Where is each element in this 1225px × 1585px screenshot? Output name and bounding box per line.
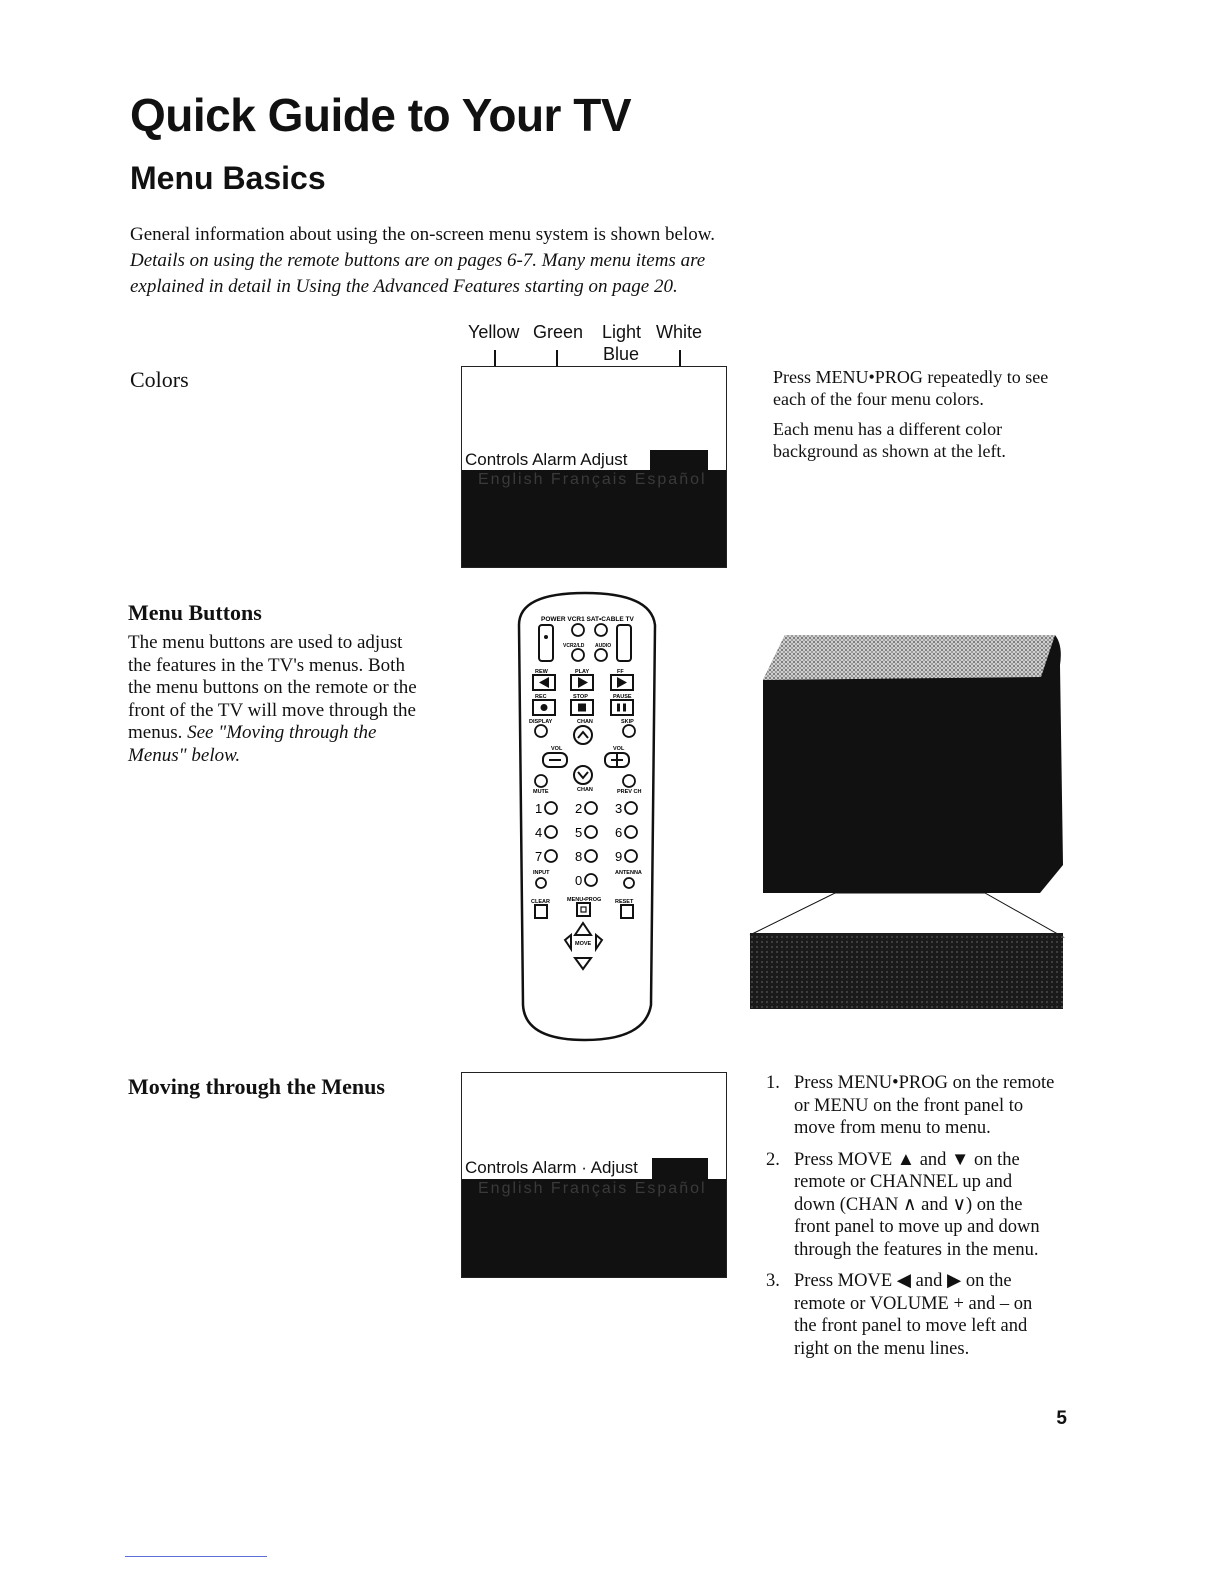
intro-plain: General information about using the on-screen menu system is shown below.	[130, 224, 716, 245]
colors-heading: Colors	[130, 367, 189, 392]
step-3: 3. Press MOVE ◀ and ▶ on the remote or VOLUME + and – on the front panel to move left and right on the menu lines.	[766, 1271, 1033, 1359]
menu-bar-highlight	[650, 450, 708, 470]
skip-label: SKIP	[621, 719, 634, 725]
page-number: 5	[1056, 1408, 1067, 1429]
moving-heading: Moving through the Menus	[128, 1074, 385, 1099]
chan-up-label: CHAN	[577, 719, 593, 725]
clear-label: CLEAR	[531, 899, 550, 905]
steps-list	[766, 1072, 1056, 1369]
digit-7: 7	[535, 849, 543, 864]
digit-2: 2	[575, 801, 583, 816]
input-label: INPUT	[533, 870, 550, 876]
digit-6: 6	[615, 825, 623, 840]
prevch-label: PREV CH	[617, 789, 642, 795]
digit-1: 1	[535, 801, 543, 816]
move-label: MOVE	[575, 941, 592, 947]
color-label-blue: Blue	[603, 344, 640, 364]
vol-label-left: VOL	[551, 746, 563, 752]
footer-underline	[125, 1556, 267, 1557]
color-label-white: White	[656, 322, 703, 342]
tv-top	[763, 635, 1055, 680]
remote-control-illustration	[505, 585, 675, 1055]
colors-note-1: Press MENU•PROG repeatedly to see each of the four menu colors.	[773, 367, 1049, 409]
color-label-yellow: Yellow	[468, 322, 520, 342]
page-title: Quick Guide to Your TV	[130, 89, 632, 141]
digit-3: 3	[615, 801, 623, 816]
step-2-text: Press MOVE ▲ and ▼ on the remote or CHANNEL up and down (CHAN ∧ and ∨) on the front panel to move up and down through the features in the menu.	[794, 1149, 1040, 1260]
menu-buttons-heading: Menu Buttons	[128, 600, 262, 625]
digit-0: 0	[575, 873, 583, 888]
digit-5: 5	[575, 825, 583, 840]
display-label: DISPLAY	[529, 719, 553, 725]
color-label-green: Green	[533, 322, 584, 342]
reset-label: RESET	[615, 899, 634, 905]
intro-paragraph	[130, 222, 750, 300]
vcr2-label: VCR2/LD	[563, 643, 585, 649]
stop-label: STOP	[573, 694, 588, 700]
step-1: 1. Press MENU•PROG on the remote or MENU on the front panel to move from menu to menu.	[766, 1073, 1055, 1138]
section-title: Menu Basics	[130, 160, 326, 196]
tv-illustration	[745, 625, 1070, 1015]
step-1-text: Press MENU•PROG on the remote or MENU on the front panel to move from menu to menu.	[794, 1073, 1055, 1138]
color-label-light: Light	[602, 322, 642, 342]
audio-label: AUDIO	[595, 643, 612, 649]
tv-stand	[750, 933, 1063, 1009]
menu-buttons-text: The menu buttons are used to adjust the features in the TV's menus. Both the menu buttons on the remote or the front of the TV will move through the menus.	[128, 632, 417, 743]
remote-top-labels: POWER VCR1 SAT•CABLE TV	[541, 616, 634, 623]
digit-4: 4	[535, 825, 543, 840]
intro-italic: Details on using the remote buttons are on pages 6-7. Many menu items are explained in detail in Using the Advanced Features starting on page 20.	[130, 250, 706, 297]
antenna-label: ANTENNA	[615, 870, 642, 876]
step-3-text: Press MOVE ◀ and ▶ on the remote or VOLUME + and – on the front panel to move left and right on the menu lines.	[794, 1271, 1033, 1359]
menu-languages-2: English Français Español	[478, 1180, 707, 1197]
menu-bar-items: Controls Alarm Adjust	[465, 450, 628, 469]
rew-label: REW	[535, 669, 548, 675]
pause-label: PAUSE	[613, 694, 632, 700]
step-2: 2. Press MOVE ▲ and ▼ on the remote or CHANNEL up and down (CHAN ∧ and ∨) on the front panel to move up and down through the features in the menu.	[766, 1149, 1040, 1260]
mute-label: MUTE	[533, 789, 549, 795]
digit-9: 9	[615, 849, 623, 864]
vol-label-right: VOL	[613, 746, 625, 752]
menu-languages: English Français Español	[478, 471, 707, 488]
menu-bar-items-2: Controls Alarm · Adjust	[465, 1158, 638, 1177]
rec-label: REC	[535, 694, 547, 700]
ff-label: FF	[617, 669, 624, 675]
menu-buttons-see: See "Moving through the Menus" below.	[128, 722, 377, 766]
menu-screen-moving	[461, 1072, 727, 1278]
menu-screen-colors	[461, 366, 727, 568]
menu-buttons-body	[128, 632, 418, 767]
play-label: PLAY	[575, 669, 590, 675]
chan-down-label: CHAN	[577, 787, 593, 793]
digit-8: 8	[575, 849, 583, 864]
menu-bar-highlight-2	[652, 1158, 708, 1179]
colors-note-2: Each menu has a different color background as shown at the left.	[773, 419, 1006, 461]
menuprog-label: MENU•PROG	[567, 897, 602, 903]
